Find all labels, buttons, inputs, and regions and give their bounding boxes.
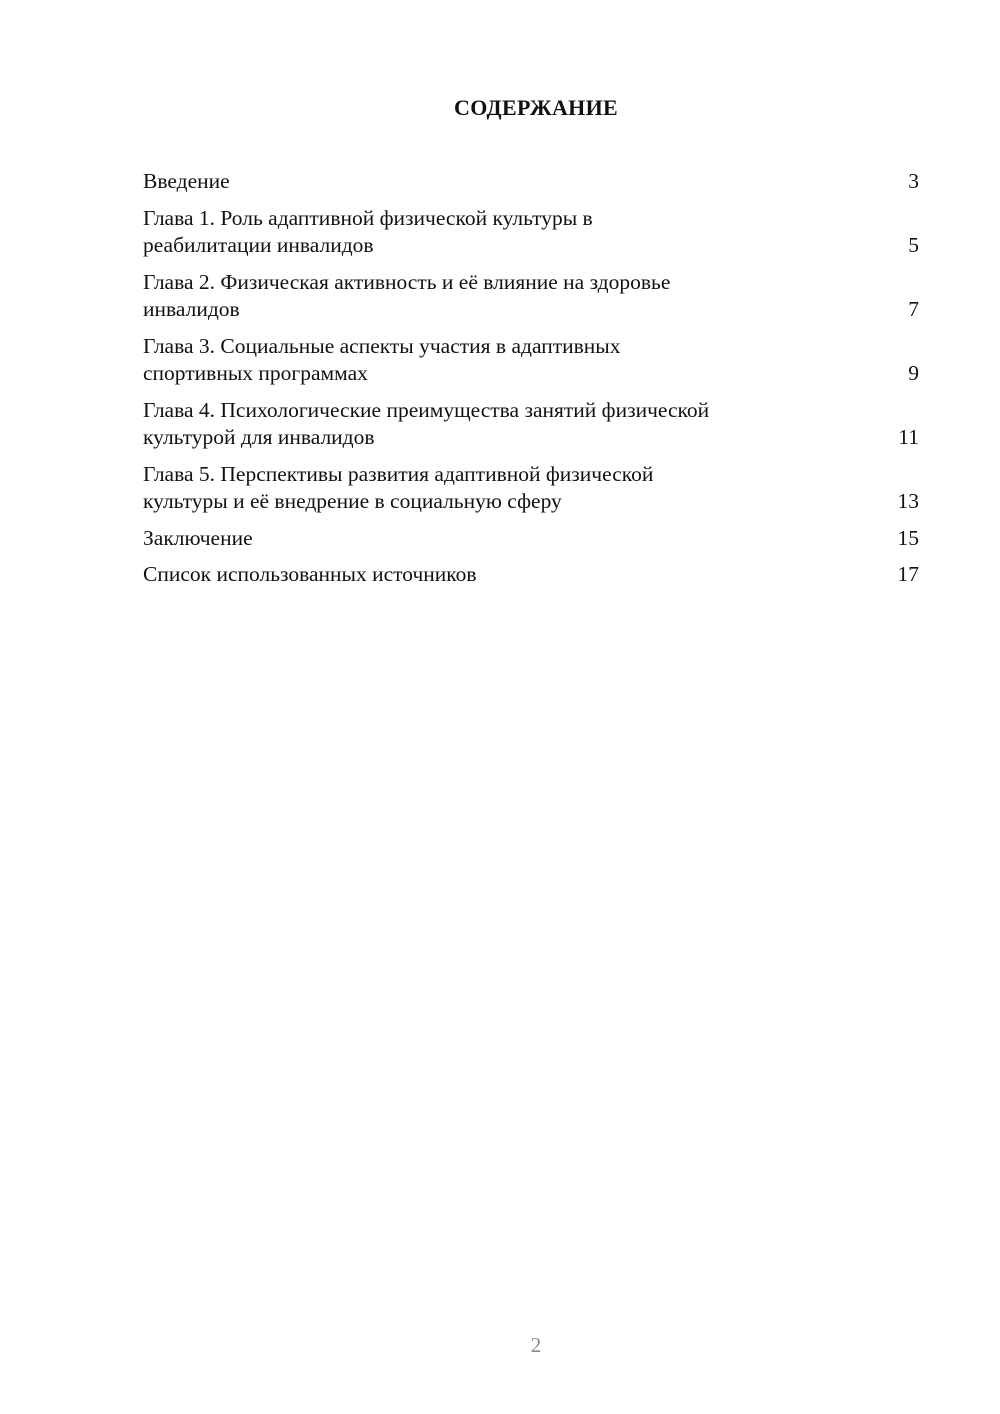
toc-entry-label: Список использованных источников (143, 562, 477, 586)
table-of-contents (143, 168, 919, 598)
toc-entry-page: 15 (897, 525, 919, 550)
toc-entry-references[interactable] (143, 561, 919, 589)
toc-entry-label: Заключение (143, 525, 253, 550)
toc-entry-page: 3 (908, 169, 919, 193)
page-title: СОДЕРЖАНИЕ (454, 95, 618, 120)
toc-entry-page: 5 (908, 233, 919, 257)
toc-entry-label: Глава 2. Физическая активность и её влияние на здоровье инвалидов (143, 269, 671, 321)
toc-entry-label: Глава 5. Перспективы развития адаптивной физической культуры и её внедрение в социальную сферу (143, 461, 654, 513)
toc-entry-page: 13 (897, 489, 919, 513)
toc-entry-page: 7 (908, 297, 919, 321)
toc-entry-page: 11 (898, 425, 919, 449)
toc-entry-conclusion[interactable] (143, 525, 919, 553)
toc-entry-chapter-1[interactable] (143, 205, 919, 260)
toc-entry-page: 17 (897, 562, 919, 586)
toc-entry-introduction[interactable] (143, 168, 919, 196)
toc-entry-label: Глава 3. Социальные аспекты участия в адаптивных спортивных программах (143, 333, 621, 385)
toc-entry-chapter-3[interactable] (143, 333, 919, 388)
toc-entry-label: Введение (143, 169, 230, 193)
toc-entry-label: Глава 4. Психологические преимущества занятий физической культурой для инвалидов (143, 397, 710, 449)
toc-entry-page: 9 (908, 361, 919, 385)
toc-entry-chapter-2[interactable] (143, 269, 919, 324)
toc-entry-chapter-4[interactable] (143, 397, 919, 452)
toc-entry-chapter-5[interactable] (143, 461, 919, 516)
toc-entry-label: Глава 1. Роль адаптивной физической культуры в реабилитации инвалидов (143, 205, 593, 257)
page-number: 2 (530, 1333, 542, 1357)
